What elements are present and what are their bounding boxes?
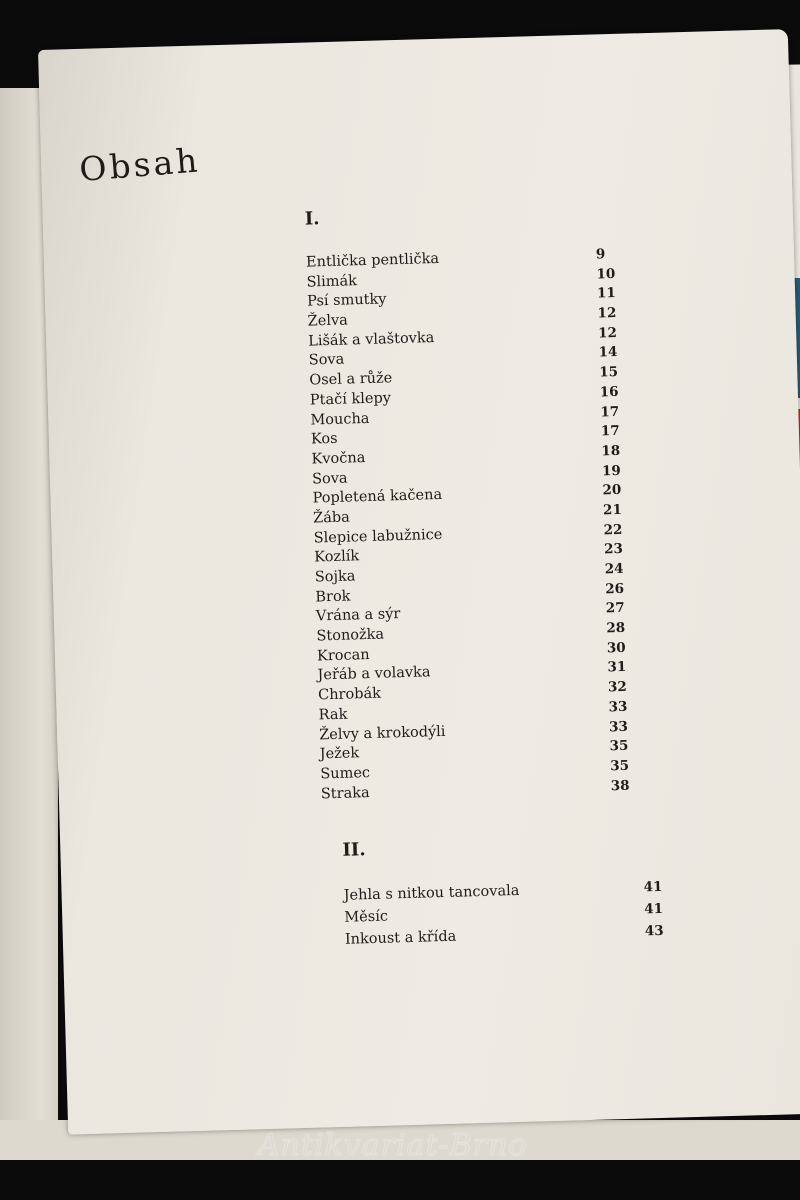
toc-entry-title: Sumec	[320, 764, 371, 783]
toc-entry-page: 35	[609, 757, 630, 775]
toc-entry-title: Kvočna	[311, 449, 366, 468]
toc-entry	[309, 364, 619, 391]
toc-entry-title: Želva	[307, 312, 349, 330]
toc-entry-title: Slepice labužnice	[313, 526, 443, 547]
toc-entry-page: 20	[602, 482, 622, 499]
toc-entry-title: Brok	[315, 588, 351, 606]
toc-entry	[308, 344, 618, 372]
toc-entry	[319, 737, 629, 765]
toc-entry-page: 41	[643, 878, 663, 896]
toc-entry-title: Moucha	[310, 410, 370, 429]
toc-entry-page: 22	[603, 521, 623, 539]
toc-entry-title: Jehla s nitkou tancovala	[343, 882, 520, 904]
toc-entry	[315, 580, 625, 608]
toc-entry-title: Sojka	[314, 568, 356, 586]
toc-entry-title: Ježek	[319, 745, 360, 763]
toc-entry	[314, 541, 624, 568]
toc-entry	[310, 403, 620, 431]
toc-entry-page: 33	[608, 698, 628, 716]
toc-entry-title: Sova	[311, 470, 348, 488]
toc-entry-title: Lišák a vlaštovka	[308, 329, 435, 350]
toc-entry-page: 33	[608, 718, 629, 735]
toc-entry-title: Ptačí klepy	[309, 390, 392, 409]
toc-entry-page: 32	[607, 678, 628, 696]
toc-entry-page: 15	[599, 364, 619, 381]
toc-entry-page: 26	[605, 580, 625, 598]
toc-entry	[315, 600, 625, 627]
toc-entry-title: Krocan	[316, 646, 370, 665]
toc-entry-page: 19	[601, 462, 621, 479]
toc-entry	[316, 619, 626, 647]
toc-entry-title: Slimák	[306, 272, 358, 291]
toc-entry-page: 17	[600, 423, 620, 440]
toc-entry	[344, 922, 664, 951]
contents-page	[38, 29, 800, 1135]
toc-entry	[320, 757, 630, 785]
toc-entry	[344, 900, 664, 929]
toc-entry-title: Chrobák	[317, 685, 382, 704]
toc-entry-title: Inkoust a křída	[344, 928, 457, 948]
toc-entry-page: 12	[597, 305, 617, 322]
toc-entry	[307, 305, 617, 332]
toc-entry	[317, 678, 628, 706]
page-title: Obsah	[77, 140, 202, 189]
toc-entry-title: Straka	[320, 784, 370, 802]
toc-entry-page: 17	[600, 403, 620, 420]
toc-entry-page: 28	[606, 619, 626, 637]
toc-entry-page: 9	[595, 246, 606, 263]
toc-entry	[316, 639, 626, 667]
toc-section-2	[342, 839, 664, 951]
toc-entry-page: 14	[598, 344, 618, 361]
toc-entry-title: Popletená kačena	[312, 487, 443, 507]
toc-entry-page: 41	[644, 900, 664, 918]
watermark: Antikvariat-Brno	[258, 1128, 528, 1163]
toc-entry-page: 21	[602, 501, 623, 519]
toc-entry	[308, 324, 618, 352]
toc-entry-title: Psí smutky	[306, 291, 387, 310]
toc-entry	[306, 285, 617, 313]
toc-entry-page: 35	[609, 737, 629, 755]
toc-entry-page: 31	[607, 659, 627, 676]
toc-entry-page: 43	[644, 922, 664, 940]
toc-entry	[320, 777, 630, 805]
toc-entry	[310, 423, 620, 450]
toc-entry-page: 30	[606, 639, 626, 657]
toc-entry	[311, 462, 621, 490]
toc-entry	[311, 442, 621, 470]
toc-entry-title: Sova	[308, 352, 345, 369]
toc-entry	[343, 878, 663, 907]
toc-entry-page: 38	[610, 777, 630, 794]
toc-entry-title: Rak	[318, 706, 348, 724]
toc-entry-page: 18	[601, 442, 621, 460]
toc-entry-title: Stonožka	[316, 626, 385, 645]
toc-entry-page: 27	[605, 600, 625, 617]
toc-entry	[318, 698, 628, 726]
toc-entry	[314, 560, 624, 588]
section-label: I.	[304, 208, 320, 230]
toc-entry	[312, 501, 623, 529]
toc-entry	[305, 246, 606, 273]
toc-section-1	[304, 208, 630, 804]
toc-list	[343, 878, 664, 951]
toc-entry	[309, 383, 619, 411]
toc-entry-page: 10	[596, 265, 616, 283]
toc-entry	[312, 482, 622, 509]
toc-entry-title: Osel a růže	[309, 370, 393, 389]
toc-entry-page: 12	[597, 324, 618, 342]
toc-entry-page: 23	[603, 541, 624, 558]
toc-entry-page: 24	[604, 560, 624, 578]
toc-entry-title: Jeřáb a volavka	[317, 664, 431, 684]
toc-entry-title: Želvy a krokodýli	[319, 723, 446, 743]
toc-entry	[313, 521, 623, 549]
toc-entry-title: Vrána a sýr	[315, 606, 401, 625]
toc-entry-page: 11	[596, 285, 617, 302]
toc-entry-title: Kos	[310, 430, 338, 448]
toc-entry-title: Kozlík	[314, 548, 360, 566]
toc-list	[305, 246, 630, 804]
toc-entry-title: Žába	[312, 509, 351, 527]
toc-entry-page: 16	[599, 383, 619, 401]
toc-entry	[317, 659, 627, 686]
toc-entry-title: Entlička pentlička	[305, 250, 440, 271]
toc-entry-title: Měsíc	[344, 908, 389, 926]
section-label: II.	[342, 839, 366, 861]
toc-entry	[306, 265, 616, 293]
